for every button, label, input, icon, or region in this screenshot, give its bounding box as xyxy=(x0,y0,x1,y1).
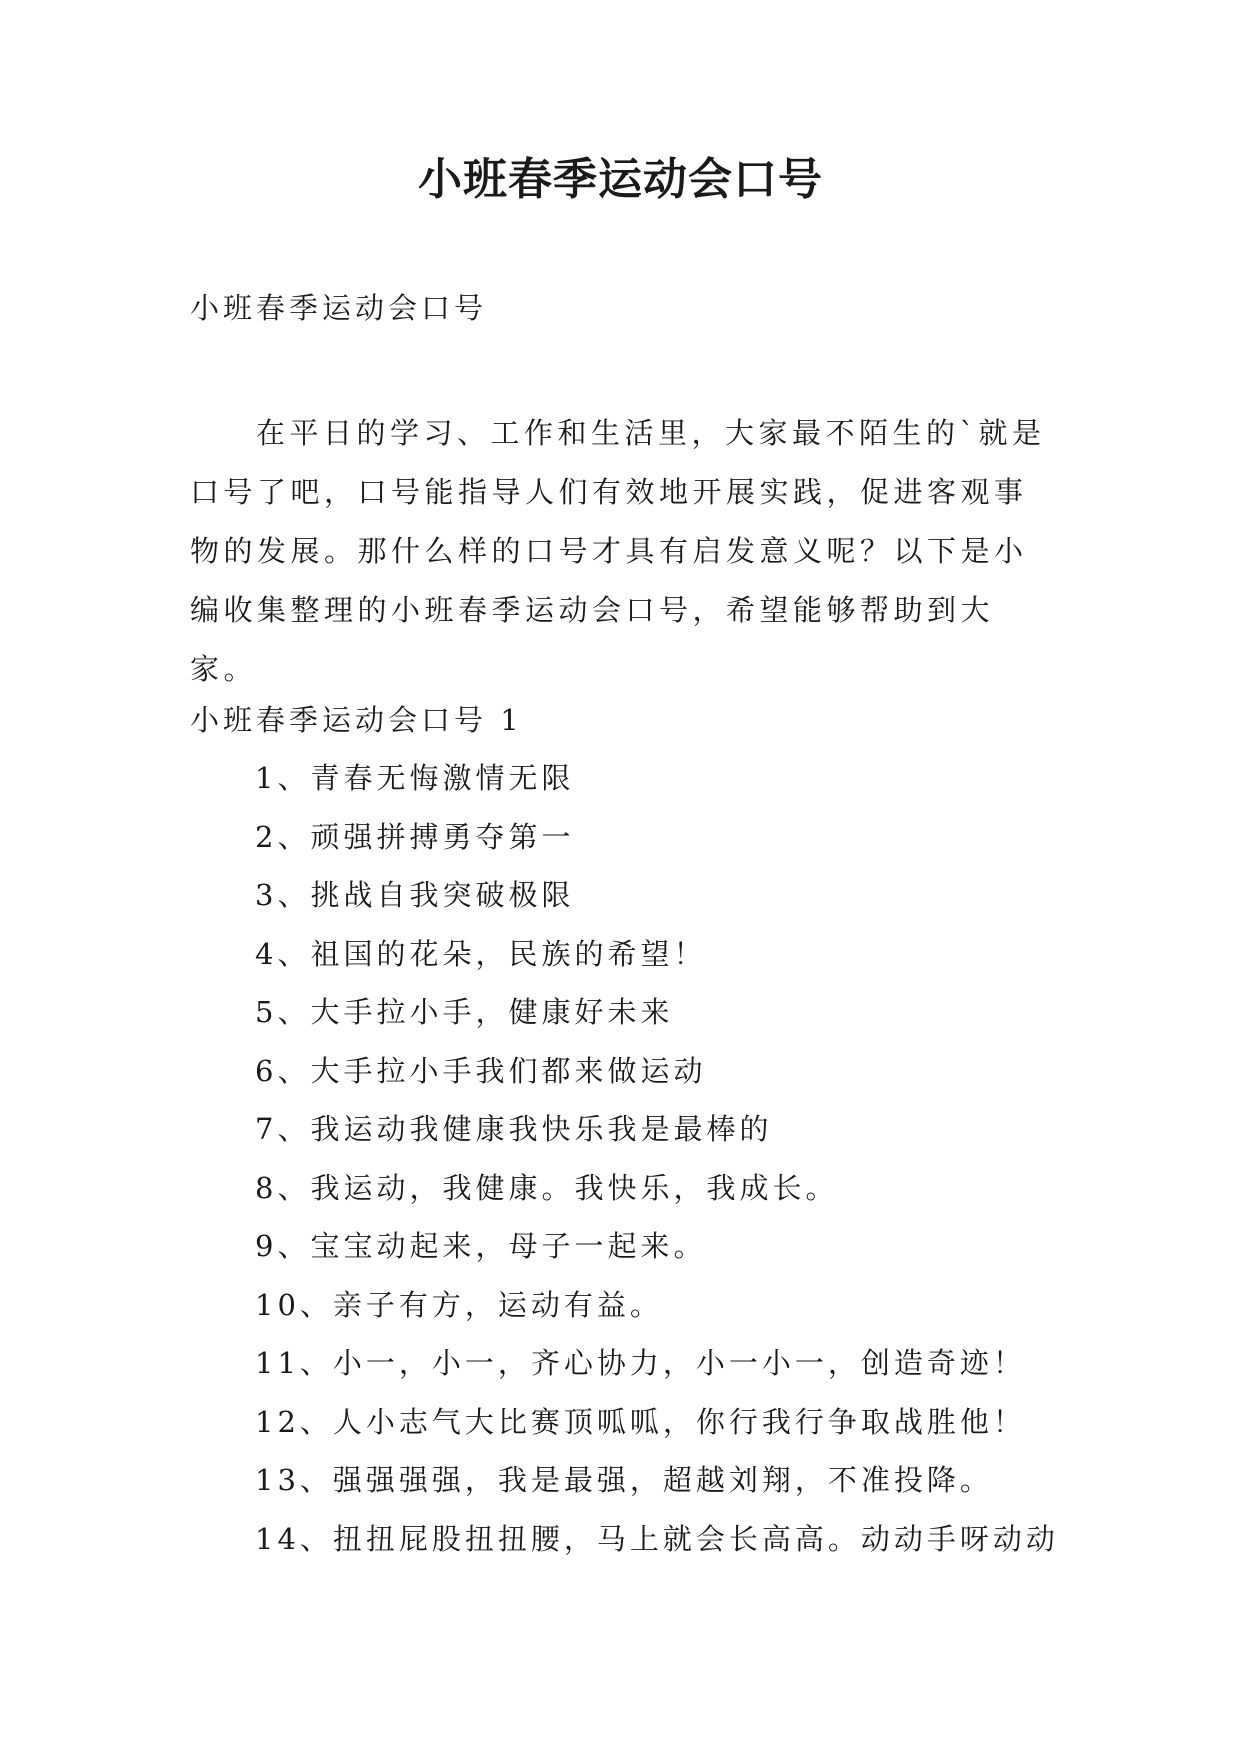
list-item: 1、青春无悔激情无限 xyxy=(255,761,575,795)
document-subtitle: 小班春季运动会口号 xyxy=(190,291,488,325)
list-item: 10、亲子有方，运动有益。 xyxy=(255,1287,663,1322)
list-item: 6、大手拉小手我们都来做运动 xyxy=(255,1053,707,1088)
slogan-list xyxy=(255,758,1059,1577)
list-item: 11、小一，小一，齐心协力，小一小一，创造奇迹！ xyxy=(255,1346,1026,1380)
list-item: 9、宝宝动起来，母子一起来。 xyxy=(255,1229,707,1263)
intro-paragraph: 在平日的学习、工作和生活里，大家最不陌生的`就是口号了吧，口号能指导人们有效地开展实践，促进客观事物的发展。那什么样的口号才具有启发意义呢？以下是小编收集整理的小班春季运动会口号，希望能够帮助到大家。 xyxy=(190,416,1046,686)
list-item: 5、大手拉小手，健康好未来 xyxy=(255,995,674,1029)
list-item: 3、挑战自我突破极限 xyxy=(255,878,575,912)
list-item: 4、祖国的花朵，民族的希望！ xyxy=(255,936,707,971)
list-item: 12、人小志气大比赛顶呱呱，你行我行争取战胜他！ xyxy=(255,1404,1026,1439)
list-item: 2、顽强拼搏勇夺第一 xyxy=(255,819,575,854)
list-item: 8、我运动，我健康。我快乐，我成长。 xyxy=(255,1170,839,1205)
list-item: 13、强强强强，我是最强，超越刘翔，不准投降。 xyxy=(255,1463,993,1497)
section-heading: 小班春季运动会口号 1 xyxy=(190,703,523,737)
list-item: 14、扭扭屁股扭扭腰，马上就会长高高。动动手呀动动 xyxy=(255,1521,1059,1556)
document-title: 小班春季运动会口号 xyxy=(418,154,823,205)
list-item: 7、我运动我健康我快乐我是最棒的 xyxy=(255,1112,773,1146)
